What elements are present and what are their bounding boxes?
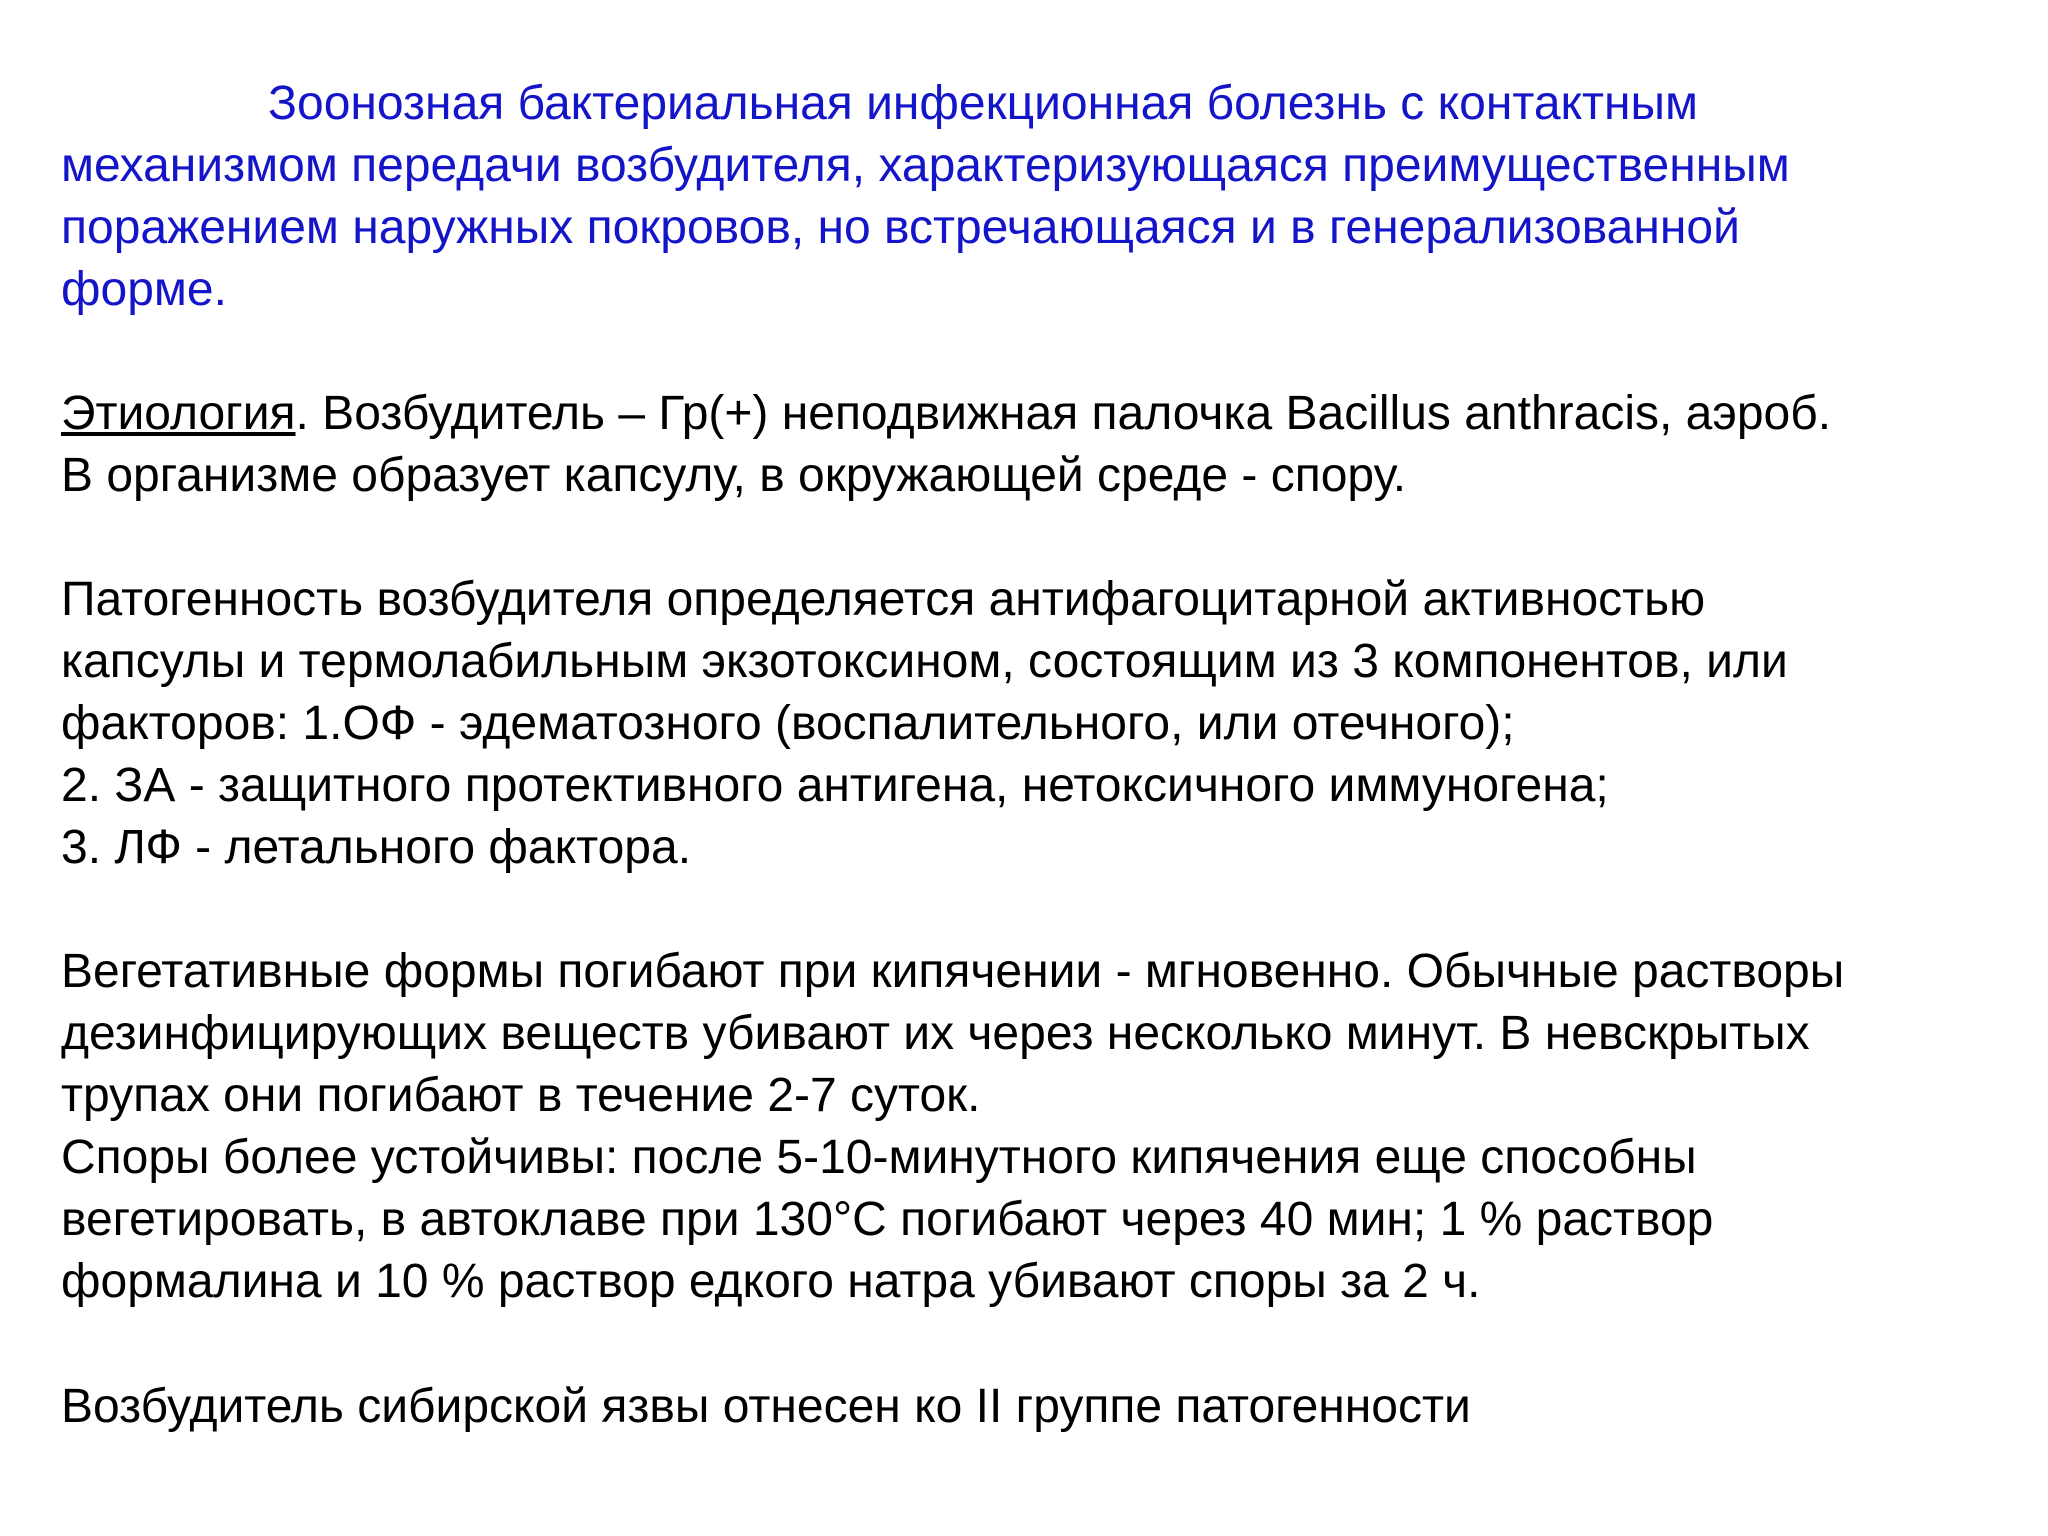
resistance-line: Споры более устойчивы: после 5-10-минутного кипячения еще способны: [61, 1131, 1697, 1184]
etiology-paragraph: [61, 383, 2021, 507]
pathogenicity-paragraph: [61, 569, 2021, 879]
pathogenicity-line: капсулы и термолабильным экзотоксином, состоящим из 3 компонентов, или: [61, 635, 1788, 688]
resistance-line: трупах они погибают в течение 2-7 суток.: [61, 1069, 981, 1122]
etiology-line: В организме образует капсулу, в окружающей среде - спору.: [61, 449, 1407, 502]
pathogenicity-line: Патогенность возбудителя определяется антифагоцитарной активностью: [61, 573, 1706, 626]
resistance-paragraph: [61, 941, 2021, 1313]
definition-line-text: Зоонозная бактериальная инфекционная болезнь с контактным: [268, 77, 1699, 130]
resistance-line: Вегетативные формы погибают при кипячении - мгновенно. Обычные растворы: [61, 945, 1845, 998]
definition-line: [61, 73, 2021, 135]
definition-line: механизмом передачи возбудителя, характеризующаяся преимущественным: [61, 139, 1790, 192]
definition-line: поражением наружных покровов, но встречающаяся и в генерализованной: [61, 201, 1740, 254]
pathogenicity-line: 2. ЗА - защитного протективного антигена, нетоксичного иммуногена;: [61, 759, 1609, 812]
pathogenicity-line: факторов: 1.ОФ - эдематозного (воспалительного, или отечного);: [61, 697, 1515, 750]
pathogenicity-line: 3. ЛФ - летального фактора.: [61, 821, 692, 874]
resistance-line: дезинфицирующих веществ убивают их через несколько минут. В невскрытых: [61, 1007, 1810, 1060]
pathogenicity-group-statement: [61, 1376, 2021, 1438]
group-line: Возбудитель сибирской язвы отнесен ко II группе патогенности: [61, 1380, 1471, 1433]
definition-paragraph: [61, 73, 2021, 321]
etiology-line: [61, 383, 2021, 445]
etiology-line-text: . Возбудитель – Гр(+) неподвижная палочка Bacillus anthracis, аэроб.: [295, 387, 1832, 440]
etiology-heading: Этиология: [61, 387, 296, 440]
resistance-line: формалина и 10 % раствор едкого натра убивают споры за 2 ч.: [61, 1255, 1481, 1308]
resistance-line: вегетировать, в автоклаве при 130°С погибают через 40 мин; 1 % раствор: [61, 1193, 1714, 1246]
definition-line: форме.: [61, 263, 227, 316]
